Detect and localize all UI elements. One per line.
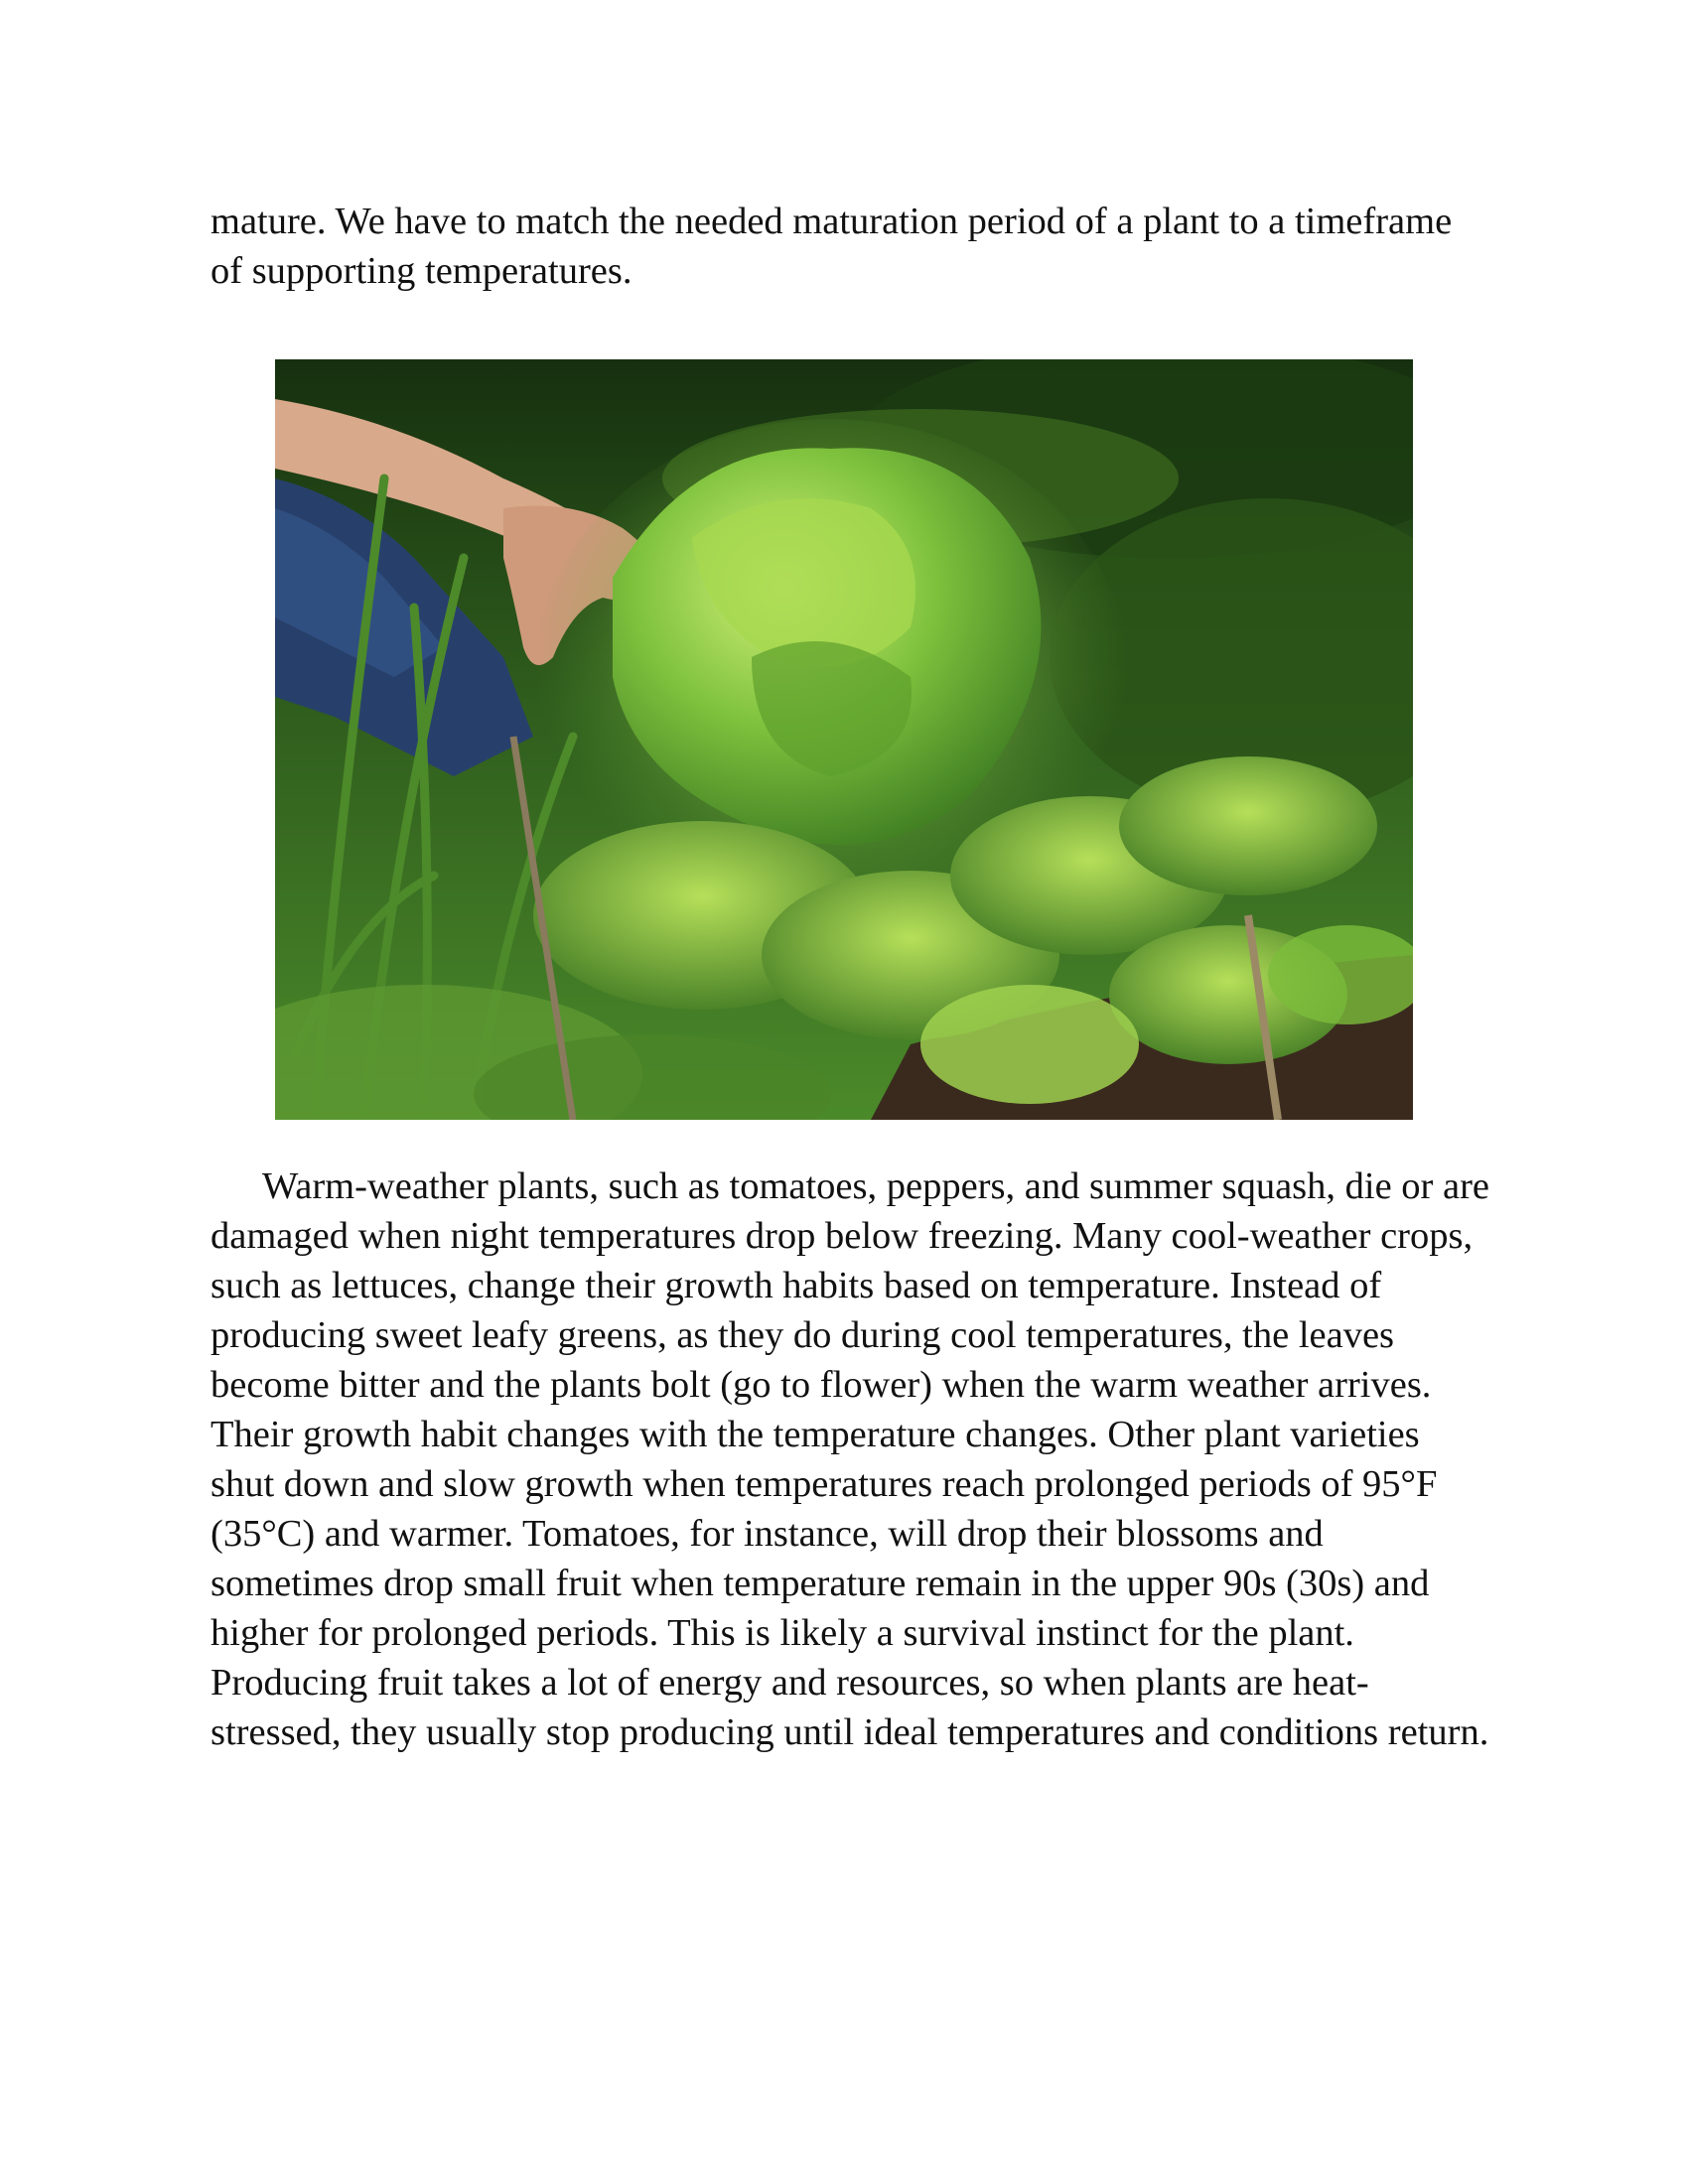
main-paragraph: Warm-weather plants, such as tomatoes, peppers, and summer squash, die or are damaged when night temperatures drop below freezing. Many cool-weather crops, such as lettuces, change their growth habits based on temperature. Instead of producing sweet leafy greens, as they do during cool temperatures, the leaves become bitter and the plants bolt (go to flower) when the warm weather arrives. Their growth habit changes with the temperature changes. Other plant varieties shut down and slow growth when temperatures reach prolonged periods of 95°F (35°C) and warmer. Tomatoes, for instance, will drop their blossoms and sometimes drop small fruit when temperature remain in the upper 90s (30s) and higher for prolonged periods. This is likely a survival instinct for the plant. Producing fruit takes a lot of energy and resources, so when plants are heat-stressed, they usually stop producing until ideal temperatures and conditions return. [211, 1165, 1490, 1753]
intro-paragraph: mature. We have to match the needed maturation period of a plant to a timeframe of supporting temperatures. [211, 201, 1453, 292]
lettuce-garden-illustration [275, 359, 1413, 1120]
lettuce-garden-photo [275, 359, 1413, 1120]
